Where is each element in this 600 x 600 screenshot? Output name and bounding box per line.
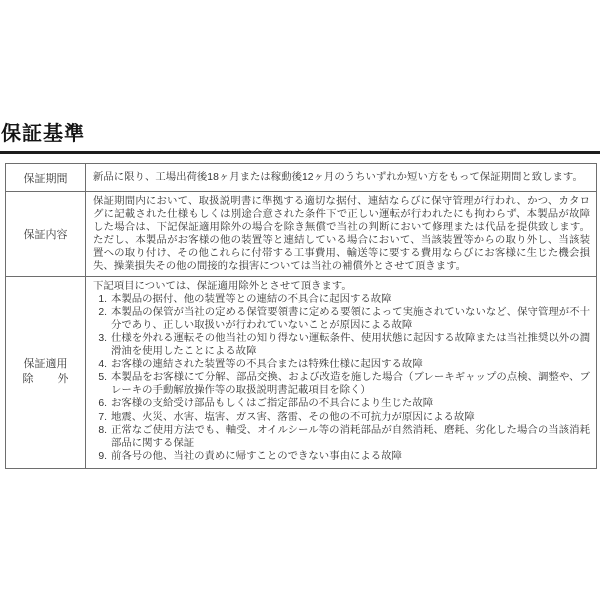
exclusion-item: 2. 本製品の保管が当社の定める保管要領書に定める要領によって実施されていないなど、保守管理が不十分であり、正しい取扱いが行われていないことが原因による故障 [98, 306, 590, 331]
exclusion-item: 3. 仕様を外れる運転その他当社の知り得ない運転条件、使用状態に起因する故障または当社推奨以外の潤滑油を使用したことによる故障 [98, 332, 590, 358]
warranty-coverage-text: 保証期間内において、取扱説明書に準拠する適切な据付、連結ならびに保守管理が行われ、かつ、カタログに記載された仕様もしくは別途合意された条件下で正しい運転が行われたにも拘わらず、本製品が故障した場合は、下記保証適用除外の場合を除き無償で当社の判断において修理または代品を提供致します。ただし、本製品がお客様の他の装置等と連結している場合において、当該装置等からの取り外し、当該装置への取り付け、その他これらに付帯する工事費用、輸送等に要する費用ならびにお客様に生じた機会損失、操業損失その他の間接的な損害については当社の補償外とさせて頂きます。 [86, 192, 597, 277]
page-title: 保証基準 [1, 123, 85, 145]
exclusion-item: 9. 前各号の他、当社の責めに帰すことのできない事由による故障 [98, 450, 402, 462]
exclusion-item: 8. 正常なご使用方法でも、軸受、オイルシール等の消耗部品が自然消耗、磨耗、劣化した場合の当該消耗部品に関する保証 [98, 424, 590, 449]
title-underline-rule [0, 151, 600, 154]
warranty-exclusions-label [6, 276, 86, 468]
exclusion-item: 4. お客様の連結された装置等の不具合または特殊仕様に起因する故障 [98, 359, 423, 371]
exclusions-intro: 下記項目については、保証適用除外とさせて頂きます。 [93, 280, 352, 292]
warranty-table [5, 163, 597, 469]
warranty-period-label: 保証期間 [6, 164, 86, 192]
exclusions-label-line2: 除 外 [22, 373, 69, 386]
exclusion-item: 7. 地震、火災、水害、塩害、ガス害、落雷、その他の不可抗力が原因による故障 [98, 411, 475, 423]
exclusion-item: 5. 本製品をお客様にて分解、部品交換、および改造を施した場合（ブレーキギャップの点検、調整や、ブレーキの手動解放操作等の取扱説明書記載項目を除く） [98, 372, 590, 397]
exclusion-item: 6. お客様の支給受け部品もしくはご指定部品の不具合により生じた故障 [98, 398, 434, 410]
exclusions-label-line1: 保証適用 [23, 358, 68, 371]
warranty-exclusions-row [6, 276, 597, 468]
exclusions-list [93, 293, 590, 463]
exclusion-item: 1. 本製品の据付、他の装置等との連結の不具合に起因する故障 [98, 293, 392, 305]
warranty-period-text: 新品に限り、工場出荷後18ヶ月または稼動後12ヶ月のうちいずれか短い方をもって保証期間と致します。 [86, 164, 597, 192]
warranty-coverage-row [6, 192, 597, 277]
warranty-coverage-label: 保証内容 [6, 192, 86, 277]
warranty-exclusions-content [86, 276, 597, 468]
warranty-period-row [6, 164, 597, 192]
